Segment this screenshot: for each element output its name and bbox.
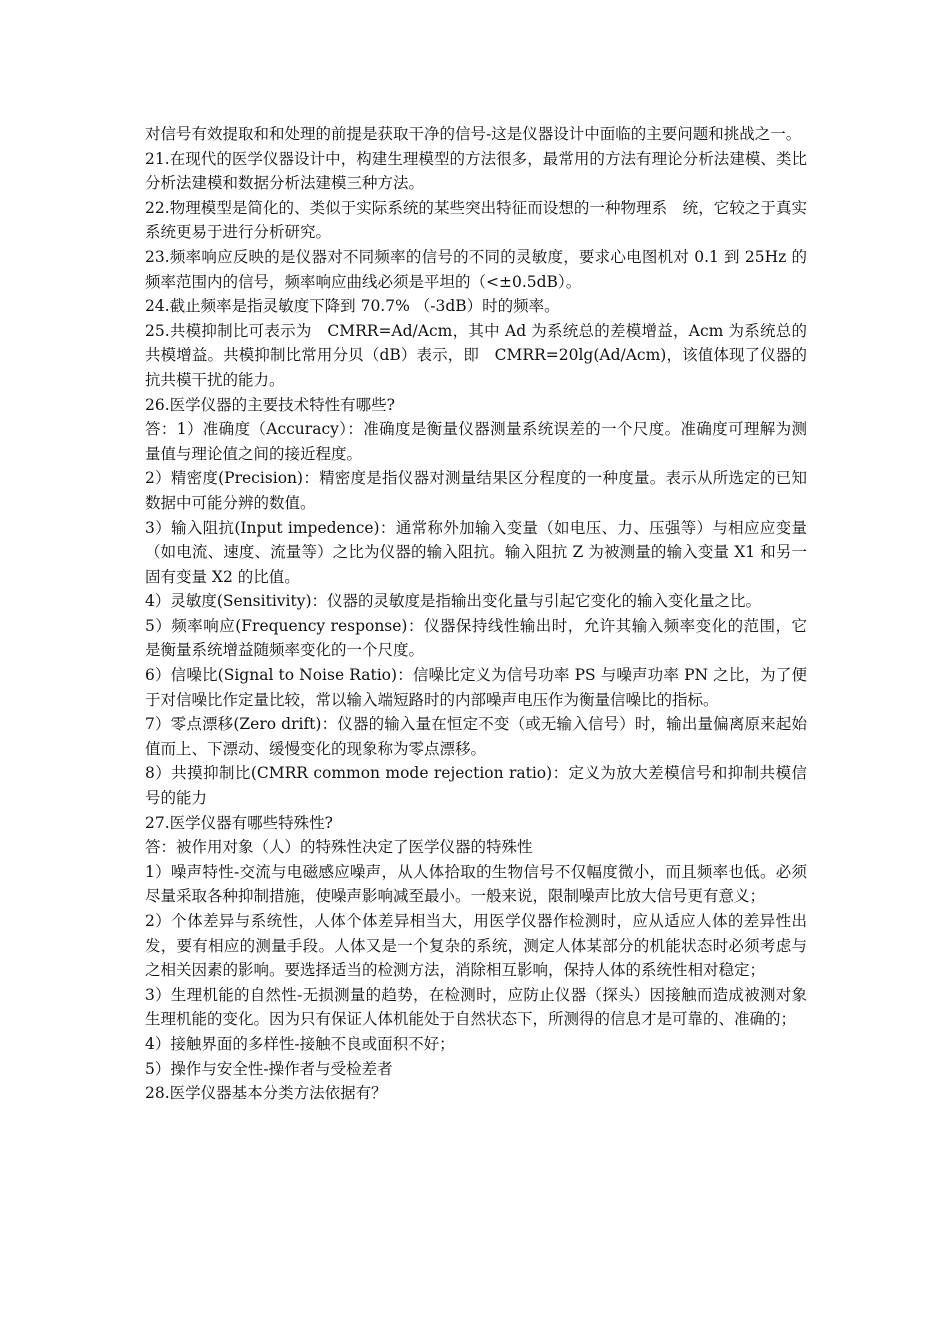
answer-26-sensitivity: 4）灵敏度(Sensitivity)：仪器的灵敏度是指输出变化量与引起它变化的输入变化量之比。 <box>145 592 762 611</box>
paragraph-intro-continuation: 对信号有效提取和和处理的前提是获取干净的信号-这是仪器设计中面临的主要问题和挑战之一。 <box>145 125 802 143</box>
paragraph-item-21: 21.在现代的医学仪器设计中，构建生理模型的方法很多，最常用的方法有理论分析法建模、类比分析法建模和数据分析法建模三种方法。 <box>145 149 807 193</box>
answer-27-physiological-nature: 3）生理机能的自然性-无损测量的趋势，在检测时，应防止仪器（探头）因接触而造成被测对象生理机能的变化。因为只有保证人体机能处于自然状态下，所测得的信息才是可靠的、准确的； <box>145 985 807 1029</box>
answer-26-cmrr: 8）共摸抑制比(CMRR common mode rejection ratio)：定义为放大差模信号和抑制共模信号的能力 <box>145 764 807 808</box>
answer-27-intro: 答：被作用对象（人）的特殊性决定了医学仪器的特殊性 <box>145 838 533 857</box>
answer-26-frequency-response: 5）频率响应(Frequency response)：仪器保持线性输出时，允许其输入频率变化的范围，它是衡量系统增益随频率变化的一个尺度。 <box>145 616 807 660</box>
answer-27-individual-difference: 2）个体差异与系统性，人体个体差异相当大，用医学仪器作检测时，应从适应人体的差异性出发，要有相应的测量手段。人体又是一个复杂的系统，测定人体某部分的机能状态时必须考虑与之相关因素的影响。要选择适当的检测方法，消除相互影响，保持人体的系统性相对稳定； <box>145 912 807 980</box>
answer-26-precision: 2）精密度(Precision)：精密度是指仪器对测量结果区分程度的一种度量。表示从所选定的已知数据中可能分辨的数值。 <box>145 469 807 512</box>
answer-27-noise: 1）噪声特性-交流与电磁感应噪声，从人体拾取的生物信号不仅幅度微小，而且频率也低。必须尽量采取各种抑制措施，使噪声影响减至最小。一般来说，限制噪声比放大信号更有意义； <box>145 862 807 906</box>
paragraph-item-25: 25.共模抑制比可表示为 CMRR=Ad/Acm，其中 Ad 为系统总的差模增益，Acm 为系统总的共模增益。共模抑制比常用分贝（dB）表示，即 CMRR=20lg(Ad/Acm)，该值体现了仪器的抗共模干扰的能力。 <box>145 321 807 389</box>
paragraph-item-23: 23.频率响应反映的是仪器对不同频率的信号的不同的灵敏度，要求心电图机对 0.1 到 25Hz 的频率范围内的信号，频率响应曲线必须是平坦的（<±0.5dB）。 <box>145 247 807 291</box>
answer-27-operation-safety: 5）操作与安全性-操作者与受检差者 <box>145 1059 393 1078</box>
answer-26-input-impedance: 3）输入阻抗(Input impedence)：通常称外加输入变量（如电压、力、压强等）与相应应变量（如电流、速度、流量等）之比为仪器的输入阻抗。输入阻抗 Z 为被测量的输入变量 X1 和另一固有变量 X2 的比值。 <box>145 518 807 586</box>
question-26: 26.医学仪器的主要技术特性有哪些? <box>145 395 395 414</box>
paragraph-item-22: 22.物理模型是简化的、类似于实际系统的某些突出特征而设想的一种物理系 统，它较之于真实系统更易于进行分析研究。 <box>145 198 807 242</box>
paragraph-item-24: 24.截止频率是指灵敏度下降到 70.7% （-3dB）时的频率。 <box>145 297 560 316</box>
question-28: 28.医学仪器基本分类方法依据有？ <box>145 1084 387 1103</box>
document-body <box>145 122 807 1106</box>
answer-26-zero-drift: 7）零点漂移(Zero drift)：仪器的输入量在恒定不变（或无输入信号）时，输出量偏离原来起始值而上、下漂动、缓慢变化的现象称为零点漂移。 <box>145 715 807 758</box>
answer-27-contact-interface: 4）接触界面的多样性-接触不良或面积不好； <box>145 1034 455 1053</box>
answer-26-accuracy: 答：1）准确度（Accuracy）：准确度是衡量仪器测量系统误差的一个尺度。准确度可理解为测量值与理论值之间的接近程度。 <box>145 420 807 463</box>
answer-26-snr: 6）信噪比(Signal to Noise Ratio)：信噪比定义为信号功率 PS 与噪声功率 PN 之比，为了便于对信噪比作定量比较，常以输入端短路时的内部噪声电压作为衡量信噪比的指标。 <box>145 666 807 709</box>
question-27: 27.医学仪器有哪些特殊性? <box>145 813 333 832</box>
